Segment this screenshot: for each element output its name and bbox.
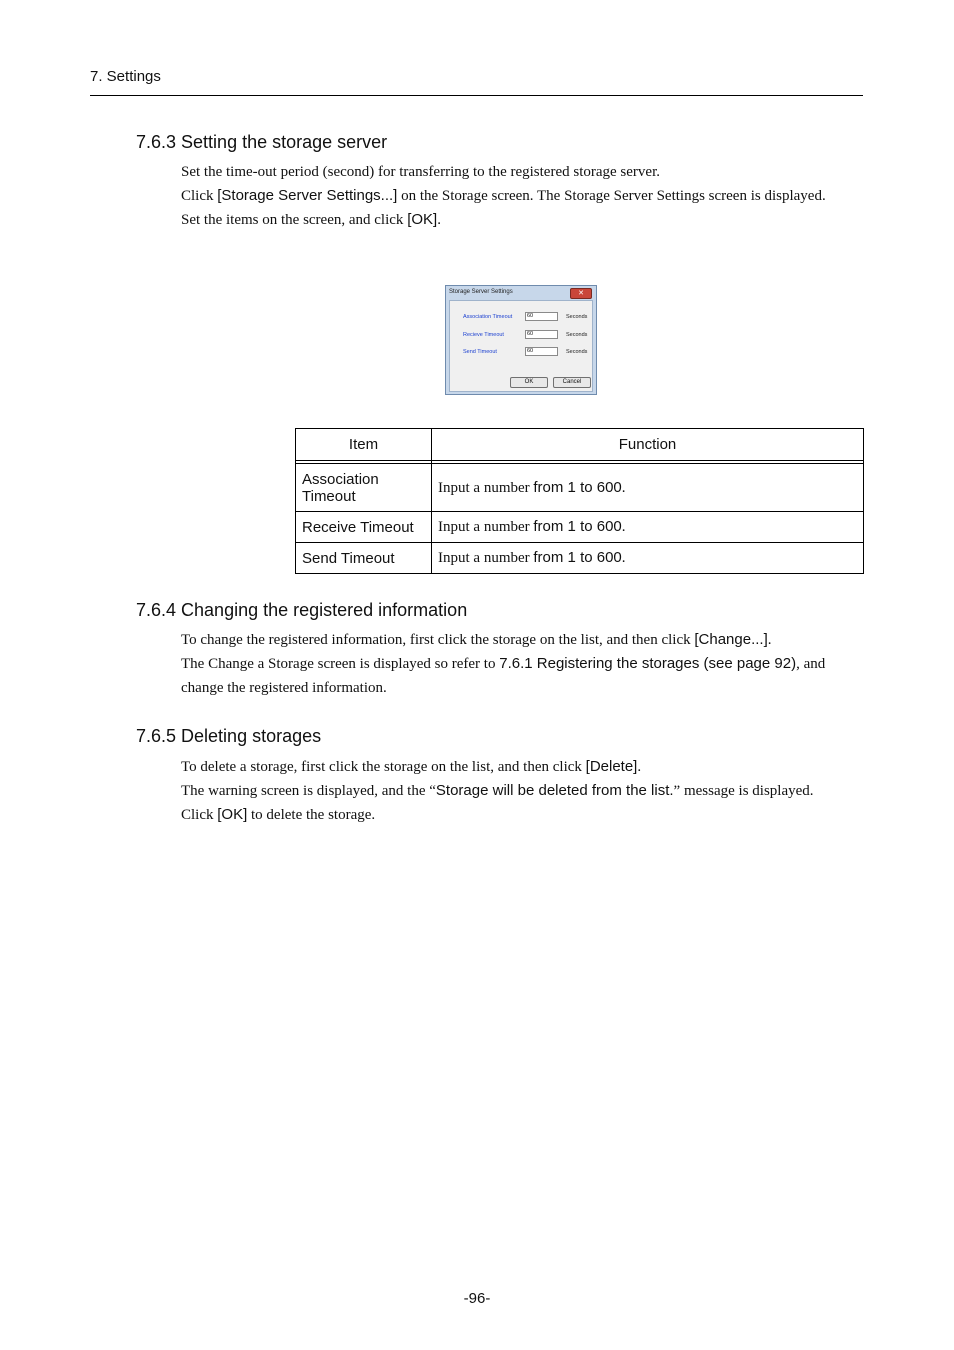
table-row [296,512,864,543]
text-run: . [621,479,626,496]
table-row [296,464,864,512]
settings-table [295,428,864,574]
paragraph [181,208,861,232]
section-heading-7-6-3: 7.6.3 Setting the storage server [136,132,388,152]
text-run: To delete a storage, first click the storage on the list, and then click [181,759,586,775]
send-timeout-input[interactable]: 60 [525,347,558,356]
text-run: on the Storage screen. The Storage Server Settings screen is displayed. [397,188,826,204]
ui-reference: [Storage Server Settings...] [217,187,398,204]
text-run: from 1 to 600 [533,549,622,566]
text-run: . [621,519,626,535]
ui-reference: [OK] [217,806,248,823]
text-run: ” message is displayed. [673,783,814,799]
text-run: Set the items on the screen, and click [181,212,408,228]
text-run: , and change the registered information. [181,656,826,696]
seconds-label: Seconds [566,314,588,320]
ok-button[interactable]: OK [510,377,548,388]
send-timeout-label: Send Timeout [463,349,497,355]
text-run: To change the registered information, first click the storage on the list, and then click [181,632,695,648]
dialog-title: Storage Server Settings [449,289,513,295]
text-run: . [637,759,642,775]
table-cell-function [432,543,864,574]
table-cell-function [432,512,864,543]
paragraph [181,628,861,652]
receive-timeout-input[interactable]: 60 [525,330,558,339]
text-run: . [621,550,626,566]
column-header-function: Function [432,429,864,461]
dialog-body [449,300,593,392]
section-heading-7-6-4: 7.6.4 Changing the registered information [136,600,468,620]
table-cell-function [432,464,864,512]
section-heading-7-6-5: 7.6.5 Deleting storages [136,726,322,746]
text-run: Input a number [438,479,534,496]
column-header-item: Item [296,429,432,461]
section-body-7-6-3 [181,160,861,232]
association-timeout-input[interactable]: 60 [525,312,558,321]
cancel-button[interactable]: Cancel [553,377,591,388]
text-run: The Change a Storage screen is displayed so refer to [181,656,500,672]
section-body-7-6-4 [181,628,861,700]
cross-reference-link[interactable]: 7.6.1 Registering the storages (see page 92) [499,655,797,672]
text-run: Click [181,188,218,204]
close-icon[interactable]: ✕ [570,288,592,299]
ui-reference: [Change...] [694,631,768,648]
association-timeout-label: Association Timeout [463,314,513,320]
text-run: from 1 to 600 [533,478,622,496]
table-cell-item: Send Timeout [296,543,432,574]
paragraph [181,779,861,803]
table-header-row [296,429,864,461]
ui-reference: [OK] [407,211,438,228]
table-cell-item: Receive Timeout [296,512,432,543]
receive-timeout-label: Recieve Timeout [463,332,504,338]
section-body-7-6-5 [181,755,861,827]
seconds-label: Seconds [566,349,588,355]
text-run: Click [181,807,218,823]
text-run: Input a number [438,519,534,535]
page-number: -96- [463,1290,491,1307]
paragraph: Set the time-out period (second) for transferring to the registered storage server. [181,164,660,180]
paragraph [181,652,861,700]
paragraph [181,755,861,779]
text-run: from 1 to 600 [533,518,622,535]
message-text: Storage will be deleted from the list. [435,782,674,799]
ui-reference: [Delete] [585,758,638,775]
text-run: Input a number [438,550,534,566]
table-cell-item: Association Timeout [296,464,432,512]
running-head: 7. Settings [90,68,161,85]
seconds-label: Seconds [566,332,588,338]
table-row [296,543,864,574]
text-run: to delete the storage. [247,807,376,823]
text-run: The warning screen is displayed, and the “ [181,783,436,799]
header-rule [90,95,863,96]
paragraph [181,803,861,827]
text-run: . [437,212,441,228]
text-run: . [767,632,772,648]
paragraph [181,184,861,208]
storage-server-settings-dialog [445,285,597,395]
